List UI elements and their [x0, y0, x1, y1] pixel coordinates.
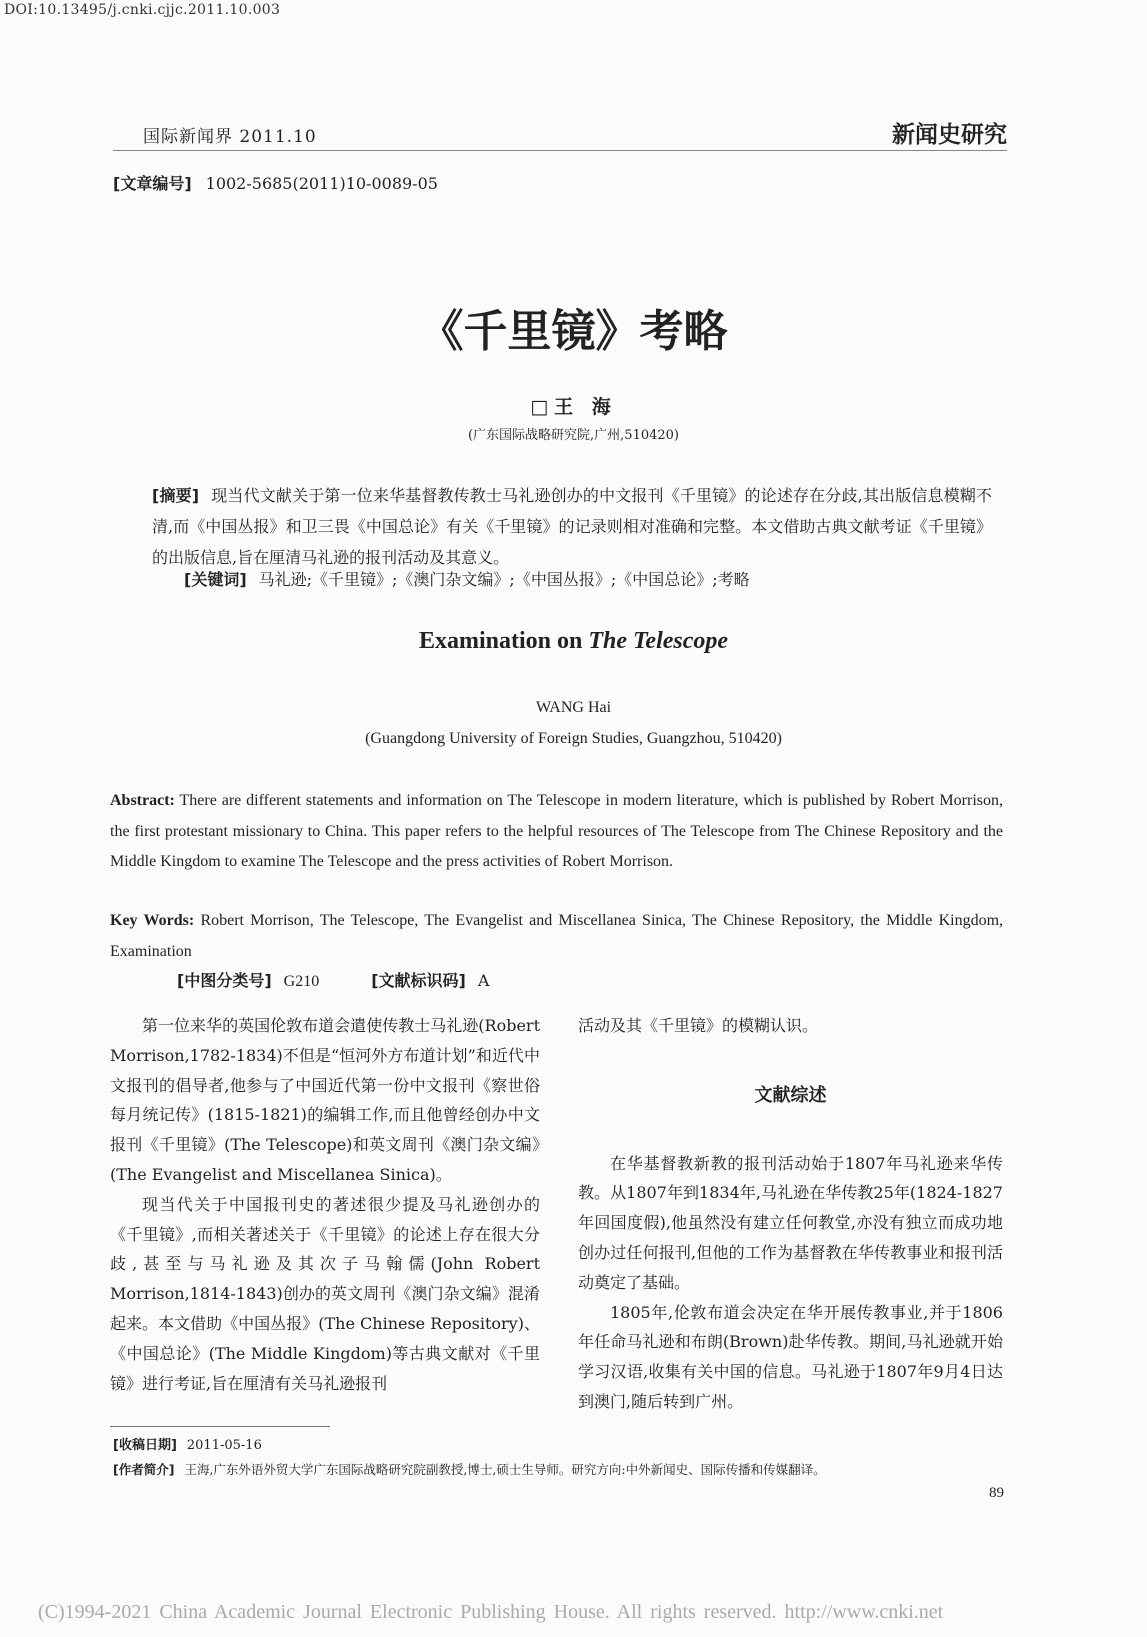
- doi-line: DOI:10.13495/j.cnki.cjjc.2011.10.003: [4, 2, 281, 18]
- body-paragraph: 第一位来华的英国伦敦布道会遣使传教士马礼逊(Robert Morrison,1782-1834)不但是“恒河外方布道计划”和近代中文报刊的倡导者,他参与了中国近代第一份中文报刊《察世俗每月统记传》(1815-1821)的编辑工作,而且他曾经创办中文报刊《千里镜》(The Telescope)和英文周刊《澳门杂文编》(The Evangelist and Miscellanea Sinica)。: [110, 1016, 540, 1184]
- english-title-italic: The Telescope: [588, 628, 729, 654]
- bio-label: [作者简介]: [113, 1462, 175, 1477]
- abstract-cn: [152, 480, 992, 573]
- author: □王 海: [530, 396, 617, 418]
- clc-value: G210: [283, 973, 320, 990]
- body-column-right: [578, 1011, 1003, 1417]
- page-number: 89: [989, 1485, 1004, 1501]
- received-date: [113, 1434, 262, 1453]
- header-rule: [113, 150, 1007, 151]
- abstract-cn-text: 现当代文献关于第一位来华基督教传教士马礼逊创办的中文报刊《千里镜》的论述存在分歧,其出版信息模糊不清,而《中国丛报》和卫三畏《中国总论》有关《千里镜》的记录则相对准确和完整。本文借助古典文献考证《千里镜》的出版信息,旨在厘清马礼逊的报刊活动及其意义。: [152, 486, 992, 567]
- received-value: 2011-05-16: [186, 1438, 262, 1453]
- body-paragraph: 1805年,伦敦布道会决定在华开展传教事业,并于1806年任命马礼逊和布朗(Brown)赴华传教。期间,马礼逊就开始学习汉语,收集有关中国的信息。马礼逊于1807年9月4日达到澳门,随后转到广州。: [578, 1302, 1003, 1411]
- article-number-value: 1002-5685(2011)10-0089-05: [205, 174, 438, 193]
- clc-label: [中图分类号]: [177, 971, 272, 990]
- english-abstract: [110, 786, 1003, 878]
- affiliation: (广东国际战略研究院,广州,510420): [467, 428, 680, 443]
- english-keywords-label: Key Words:: [110, 912, 195, 929]
- english-abstract-label: Abstract:: [110, 792, 175, 809]
- body-column-left: [110, 1011, 540, 1398]
- section-heading: 文献综述: [754, 1084, 827, 1106]
- author-bio: [113, 1460, 826, 1478]
- page-title: 《千里镜》考略: [419, 306, 728, 357]
- received-label: [收稿日期]: [113, 1438, 177, 1453]
- bio-text: 王海,广东外语外贸大学广东国际战略研究院副教授,博士,硕士生导师。研究方向:中外新闻史、国际传播和传媒翻译。: [184, 1462, 826, 1477]
- article-number: [113, 171, 438, 194]
- classification: [177, 968, 489, 991]
- english-keywords-text: Robert Morrison, The Telescope, The Evangelist and Miscellanea Sinica, The Chinese Repository, the Middle Kingdom, Examination: [110, 912, 1004, 960]
- copyright-watermark: (C)1994-2021 China Academic Journal Electronic Publishing House. All rights reserved. http://www.cnki.net: [38, 1601, 944, 1623]
- body-paragraph: 活动及其《千里镜》的模糊认识。: [578, 1016, 819, 1035]
- english-keywords: [110, 906, 1003, 967]
- english-affiliation: (Guangdong University of Foreign Studies, Guangzhou, 510420): [365, 730, 782, 747]
- footnote-rule: [110, 1426, 330, 1427]
- journal-header: 国际新闻界 2011.10: [143, 127, 317, 147]
- article-number-label: [文章编号]: [113, 174, 192, 193]
- section-header: 新闻史研究: [892, 122, 1007, 148]
- english-author: WANG Hai: [535, 699, 612, 716]
- doc-code-label: [文献标识码]: [371, 971, 466, 990]
- english-title-plain: Examination on: [418, 628, 589, 654]
- body-paragraph: 在华基督教新教的报刊活动始于1807年马礼逊来华传教。从1807年到1834年,马礼逊在华传教25年(1824-1827年回国度假),他虽然没有建立任何教堂,亦没有独立而成功地创办过任何报刊,但他的工作为基督教在华传教事业和报刊活动奠定了基础。: [578, 1153, 1003, 1292]
- doc-code-value: A: [477, 971, 490, 990]
- english-title: [0, 628, 1147, 655]
- abstract-cn-label: [摘要]: [152, 486, 200, 505]
- english-abstract-text: There are different statements and information on The Telescope in modern literature, which is published by Robert Morrison, the first protestant missionary to China. This paper refers to the helpful resources of The Telescope from The Chinese Repository and the Middle Kingdom to examine The Telescope and the press activities of Robert Morrison.: [110, 792, 1003, 870]
- keywords-cn-text: 马礼逊;《千里镜》;《澳门杂文编》;《中国丛报》;《中国总论》;考略: [258, 570, 750, 589]
- keywords-cn: [184, 567, 750, 590]
- body-paragraph: 现当代关于中国报刊史的著述很少提及马礼逊创办的《千里镜》,而相关著述关于《千里镜》的论述上存在很大分歧,甚至与马礼逊及其次子马翰儒(John Robert Morrison,1814-1843)创办的英文周刊《澳门杂文编》混淆起来。本文借助《中国丛报》(The Chinese Repository)、《中国总论》(The Middle Kingdom)等古典文献对《千里镜》进行考证,旨在厘清有关马礼逊报刊: [110, 1194, 540, 1393]
- keywords-cn-label: [关键词]: [184, 570, 247, 589]
